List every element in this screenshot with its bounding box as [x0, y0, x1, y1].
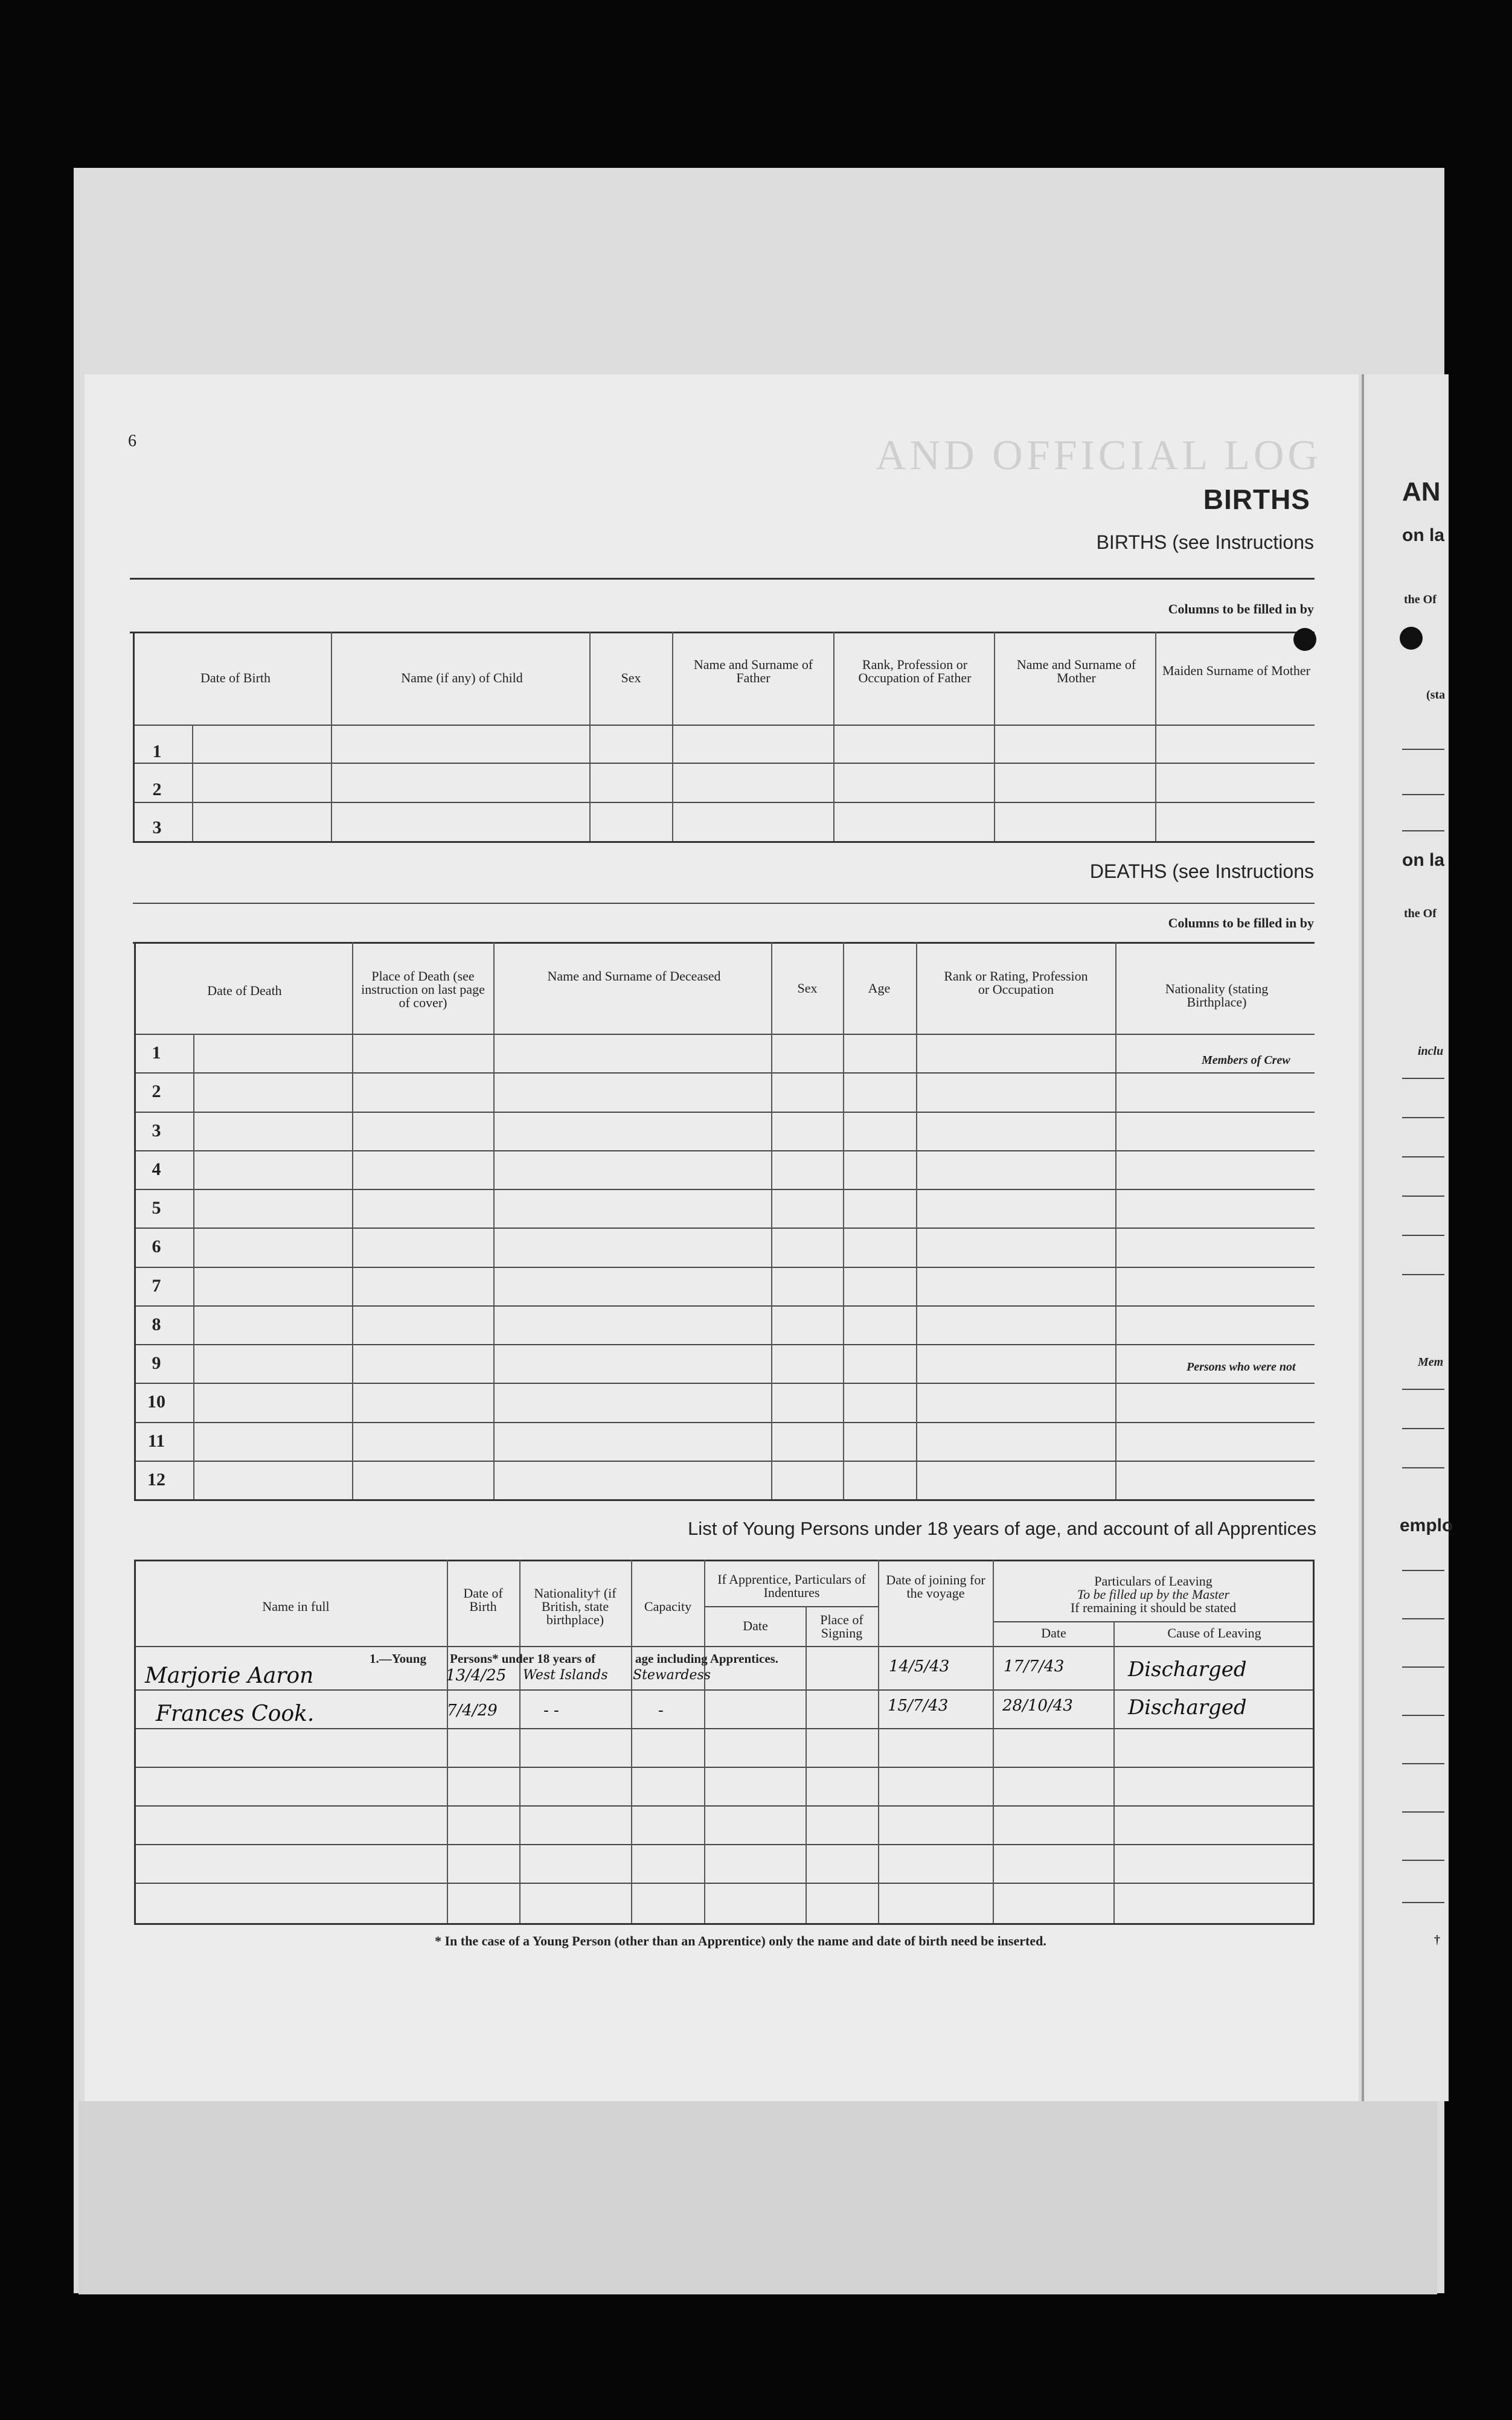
young-header-leaving: Particulars of Leaving: [1094, 1573, 1212, 1589]
deaths-header-age: Age: [868, 981, 891, 996]
adjacent-rule: [1402, 1117, 1444, 1118]
entry-left: 17/7/43: [1004, 1657, 1065, 1676]
young-header-leave-date: Date: [1041, 1625, 1066, 1641]
adjacent-fragment: the Of: [1404, 593, 1437, 606]
deaths-row-line: [134, 1189, 1315, 1190]
adjacent-fragment: emplo: [1400, 1516, 1453, 1535]
births-row-number: 1: [152, 741, 162, 761]
young-header-leave-cause: Cause of Leaving: [1167, 1625, 1261, 1641]
punch-hole: [1293, 628, 1316, 651]
deaths-col-line: [771, 942, 772, 1499]
adjacent-fragment: †: [1434, 1933, 1440, 1947]
deaths-col-line: [352, 942, 353, 1499]
young-col-line: [878, 1560, 879, 1923]
deaths-header-date-of-death: Date of Death: [207, 983, 282, 998]
deaths-header-place: Place of Death (see instruction on last page of cover): [361, 968, 485, 1010]
entry-dob: 7/4/29: [447, 1701, 498, 1720]
adjacent-rule: [1402, 1078, 1444, 1079]
births-header-date-of-birth: Date of Birth: [200, 670, 271, 685]
entry-nationality: West Islands: [523, 1668, 608, 1683]
adjacent-rule: [1402, 1811, 1444, 1813]
entry-capacity: Stewardess: [633, 1668, 711, 1683]
footnote: * In the case of a Young Person (other than an Apprentice) only the name and date of birth need be inserted.: [435, 1933, 1046, 1948]
births-header-bottom: [133, 725, 1315, 726]
adjacent-rule: [1402, 1235, 1444, 1236]
adjacent-rule: [1402, 1570, 1444, 1571]
adjacent-rule: [1402, 1618, 1444, 1619]
deaths-row-number: 9: [152, 1353, 161, 1373]
deaths-row-line: [134, 1305, 1315, 1307]
adjacent-rule: [1402, 1156, 1444, 1157]
young-header-leaving-note1: To be filled up by the Master: [1077, 1587, 1230, 1602]
deaths-col-line: [193, 1034, 194, 1499]
young-header-nationality: Nationality† (if British, state birthplace): [534, 1586, 617, 1627]
adjacent-rule: [1402, 1763, 1444, 1764]
deaths-row-number: 5: [152, 1198, 161, 1218]
births-table-bottom: [133, 841, 1315, 843]
adjacent-rule: [1402, 1860, 1444, 1861]
young-row-line: [136, 1689, 1313, 1691]
young-col-line: [806, 1606, 807, 1923]
deaths-row-number: 7: [152, 1276, 161, 1296]
young-persons-title: List of Young Persons under 18 years of age, and account of all Apprentices: [688, 1518, 1316, 1539]
young-row-line: [136, 1805, 1313, 1807]
births-header-sex: Sex: [621, 670, 641, 685]
deaths-col-line: [1115, 942, 1116, 1499]
young-table-top: [134, 1560, 1315, 1561]
deaths-row-number: 10: [147, 1392, 165, 1412]
adjacent-fragment: on la: [1402, 525, 1445, 545]
deaths-row-line: [134, 1383, 1315, 1384]
births-border-left: [133, 632, 135, 841]
deaths-columns-note: Columns to be filled in by: [1168, 915, 1314, 930]
deaths-row-line: [134, 1112, 1315, 1113]
young-col-line: [631, 1560, 632, 1923]
young-row-line: [136, 1767, 1313, 1768]
section-banner-part1: 1.—Young: [370, 1651, 426, 1666]
births-title: BIRTHS: [1203, 484, 1310, 515]
young-col-line: [704, 1560, 705, 1923]
adjacent-rule: [1402, 794, 1444, 795]
adjacent-fragment: inclu: [1418, 1045, 1444, 1058]
deaths-header-nationality: Nationality (stating Birthplace): [1165, 981, 1269, 1010]
adjacent-rule: [1402, 1467, 1444, 1468]
deaths-row-number: 8: [152, 1314, 161, 1334]
log-page: [85, 374, 1359, 2101]
young-header-capacity: Capacity: [644, 1599, 692, 1614]
births-col-line: [994, 632, 995, 841]
adjacent-fragment: (sta: [1426, 688, 1446, 702]
adjacent-fragment: AN: [1402, 477, 1441, 507]
young-col-line: [993, 1560, 994, 1923]
young-header-apprentice-date: Date: [743, 1618, 768, 1633]
adjacent-rule: [1402, 1196, 1444, 1197]
deaths-header-rank: Rank or Rating, Profession or Occupation: [944, 968, 1088, 997]
births-header-child-name: Name (if any) of Child: [401, 670, 523, 685]
births-subtitle: BIRTHS (see Instructions: [1096, 531, 1314, 553]
deaths-row-number: 1: [152, 1043, 161, 1063]
entry-joined: 15/7/43: [888, 1697, 949, 1715]
adjacent-fragment: on la: [1402, 850, 1445, 870]
deaths-row-line: [134, 1072, 1315, 1074]
section-banner-part3: age including Apprentices.: [635, 1651, 779, 1666]
deaths-header-bottom: [134, 1034, 1315, 1035]
young-header-apprentice: If Apprentice, Particulars of Indentures: [717, 1572, 866, 1600]
deaths-row-number: 11: [147, 1431, 165, 1451]
entry-dob: 13/4/25: [446, 1666, 507, 1685]
births-header-father-occupation: Rank, Profession or Occupation of Father: [858, 657, 972, 685]
births-col-line: [672, 632, 673, 841]
adjacent-rule: [1402, 1902, 1444, 1903]
young-col-line: [1113, 1621, 1115, 1923]
entry-name: Marjorie Aaron: [145, 1663, 314, 1688]
deaths-row-line: [134, 1267, 1315, 1268]
births-col-line: [331, 632, 332, 841]
births-col-line: [192, 725, 193, 841]
deaths-table-bottom: [134, 1499, 1315, 1501]
deaths-row-number: 2: [152, 1081, 161, 1101]
entry-capacity: -: [658, 1701, 664, 1720]
young-border-right: [1313, 1560, 1315, 1923]
deaths-row-number: 3: [152, 1121, 161, 1141]
underlying-sheet-bottom: [78, 2101, 1437, 2294]
births-row-number: 2: [152, 779, 162, 799]
births-header-father: Name and Surname of Father: [693, 657, 813, 685]
deaths-row-number: 6: [152, 1237, 161, 1256]
deaths-header-deceased: Name and Surname of Deceased: [547, 968, 721, 984]
adjacent-rule: [1402, 830, 1444, 831]
entry-cause: Discharged: [1128, 1695, 1247, 1720]
deaths-rule: [133, 903, 1315, 904]
births-header-mother: Name and Surname of Mother: [1016, 657, 1136, 685]
births-col-line: [589, 632, 591, 841]
adjacent-rule: [1402, 1428, 1444, 1429]
deaths-row-line: [134, 1150, 1315, 1151]
young-border-left: [134, 1560, 136, 1923]
apprentice-subheader-line: [704, 1606, 878, 1607]
deaths-col-line: [916, 942, 917, 1499]
adjacent-rule: [1402, 749, 1444, 750]
entry-nationality: - -: [543, 1701, 559, 1720]
members-of-crew-note: Members of Crew: [1202, 1054, 1290, 1067]
young-col-line: [447, 1560, 448, 1923]
deaths-row-line: [134, 1344, 1315, 1345]
young-header-joining: Date of joining for the voyage: [886, 1572, 985, 1601]
page-number: 6: [128, 432, 136, 450]
births-header-maiden-surname: Maiden Surname of Mother: [1162, 663, 1310, 678]
adjacent-rule: [1402, 1715, 1444, 1716]
deaths-table-top: [133, 942, 1315, 944]
young-header-name: Name in full: [262, 1599, 330, 1614]
births-row-line: [133, 763, 1315, 764]
ghost-header: AND OFFICIAL LOG: [876, 432, 1322, 479]
young-col-line: [519, 1560, 521, 1923]
deaths-border-left: [134, 942, 136, 1499]
young-header-bottom: [136, 1646, 1313, 1647]
entry-name: Frances Cook.: [156, 1701, 315, 1726]
births-rule: [130, 578, 1315, 580]
adjacent-rule: [1402, 1274, 1444, 1275]
persons-not-crew-note: Persons who were not: [1187, 1360, 1296, 1374]
births-row-number: 3: [152, 818, 162, 837]
deaths-row-number: 12: [147, 1470, 165, 1490]
section-banner-part2: Persons* under 18 years of: [450, 1651, 596, 1666]
births-table-top: [130, 632, 1315, 633]
entry-left: 28/10/43: [1002, 1697, 1073, 1715]
adjacent-fragment: Mem: [1418, 1356, 1444, 1369]
births-row-line: [133, 802, 1315, 803]
deaths-row-line: [134, 1461, 1315, 1462]
entry-cause: Discharged: [1128, 1657, 1247, 1682]
young-row-line: [136, 1728, 1313, 1729]
young-row-line: [136, 1844, 1313, 1845]
young-header-leaving-note2: If remaining it should be stated: [1070, 1600, 1237, 1615]
deaths-col-line: [843, 942, 844, 1499]
adjacent-rule: [1402, 1389, 1444, 1390]
young-header-dob: Date of Birth: [463, 1586, 503, 1614]
adjacent-fragment: the Of: [1404, 907, 1437, 920]
deaths-row-line: [134, 1228, 1315, 1229]
leaving-subheader-line: [993, 1621, 1314, 1622]
adjacent-rule: [1402, 1666, 1444, 1668]
punch-hole: [1400, 627, 1423, 650]
deaths-row-number: 4: [152, 1159, 161, 1179]
young-row-line: [136, 1883, 1313, 1884]
deaths-header-sex: Sex: [797, 981, 818, 996]
births-col-line: [833, 632, 834, 841]
young-table-bottom: [134, 1923, 1315, 1925]
births-col-line: [1155, 632, 1156, 841]
deaths-subtitle: DEATHS (see Instructions: [1089, 860, 1314, 882]
entry-joined: 14/5/43: [889, 1657, 950, 1676]
births-columns-note: Columns to be filled in by: [1168, 601, 1314, 616]
young-header-place-of-signing: Place of Signing: [820, 1612, 863, 1641]
deaths-col-line: [493, 942, 495, 1499]
deaths-row-line: [134, 1422, 1315, 1423]
